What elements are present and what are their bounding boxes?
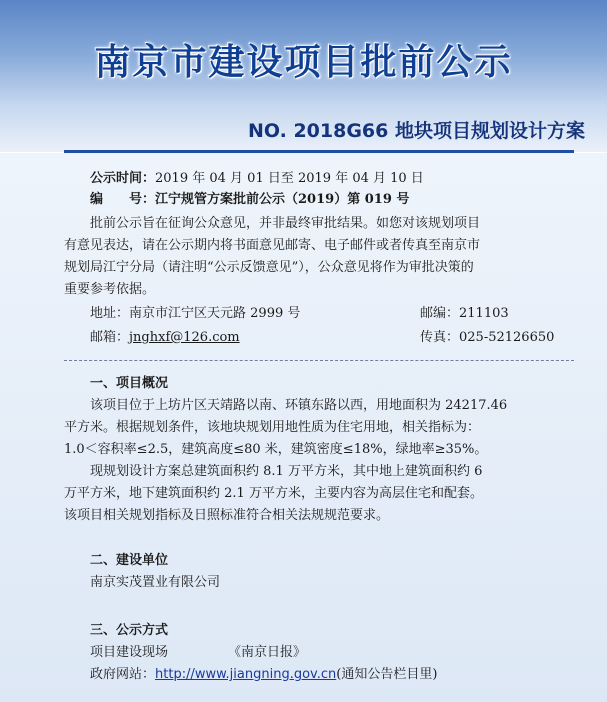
method-newspaper: 《南京日报》	[228, 645, 307, 660]
sub-title: NO. 2018G66 地块项目规划设计方案	[247, 120, 585, 142]
overview-line: 1.0＜容积率≤2.5，建筑高度≤80 米，建筑密度≤18%，绿地率≥35%。	[64, 442, 488, 457]
publish-time-value: 2019 年 04 月 01 日至 2019 年 04 月 10 日	[155, 171, 424, 186]
method-web-label: 政府网站：	[90, 667, 156, 682]
postcode-value: 211103	[459, 306, 509, 321]
unit-name: 南京实茂置业有限公司	[90, 575, 221, 590]
intro-line: 有意见表达，请在公示期内将书面意见邮寄、电子邮件或者传真至南京市	[64, 238, 481, 253]
method-site: 项目建设现场	[90, 645, 169, 660]
email-row	[90, 329, 240, 346]
email-label: 邮箱：	[90, 330, 130, 345]
email-link[interactable]: jnghxf@126.com	[129, 330, 240, 345]
address-label: 地址：	[90, 306, 130, 321]
overview-line: 该项目相关规划指标及日照标准符合相关法规规范要求。	[64, 508, 390, 523]
section-divider	[64, 360, 574, 361]
postcode-label: 邮编：	[420, 306, 460, 321]
publish-time-row	[90, 170, 424, 187]
postcode-row	[420, 305, 509, 322]
unit-heading: 二、建设单位	[90, 553, 169, 568]
publish-time-label: 公示时间：	[90, 171, 156, 186]
method-web-row	[90, 666, 437, 683]
fax-row	[420, 329, 554, 346]
doc-number-label: 编 号：	[90, 192, 156, 207]
overview-heading: 一、项目概况	[90, 376, 169, 391]
doc-number-row	[90, 191, 409, 208]
method-heading: 三、公示方式	[90, 623, 169, 638]
fax-value: 025-52126650	[459, 330, 555, 345]
overview-line: 该项目位于上坊片区天靖路以南、环镇东路以西，用地面积为 24217.46	[90, 398, 508, 413]
overview-line: 万平方米，地下建筑面积约 2.1 万平方米，主要内容为高层住宅和配套。	[64, 486, 483, 501]
address-value: 南京市江宁区天元路 2999 号	[129, 306, 301, 321]
address-row	[90, 305, 300, 322]
overview-line: 现规划设计方案总建筑面积约 8.1 万平方米，其中地上建筑面积约 6	[90, 464, 483, 479]
intro-line: 批前公示旨在征询公众意见，并非最终审批结果。如您对该规划项目	[90, 216, 481, 231]
intro-line: 规划局江宁分局（请注明“公示反馈意见”），公众意见将作为审批决策的	[64, 260, 474, 275]
doc-number-value: 江宁规管方案批前公示（2019）第 019 号	[155, 192, 410, 207]
overview-line: 平方米。根据规划条件，该地块规划用地性质为住宅用地，相关指标为：	[64, 420, 481, 435]
main-title: 南京市建设项目批前公示	[94, 42, 513, 83]
gov-website-link[interactable]: http://www.jiangning.gov.cn	[155, 667, 337, 682]
method-web-note: (通知公告栏目里)	[336, 667, 438, 682]
intro-line: 重要参考依据。	[64, 282, 156, 297]
fax-label: 传真：	[420, 330, 460, 345]
